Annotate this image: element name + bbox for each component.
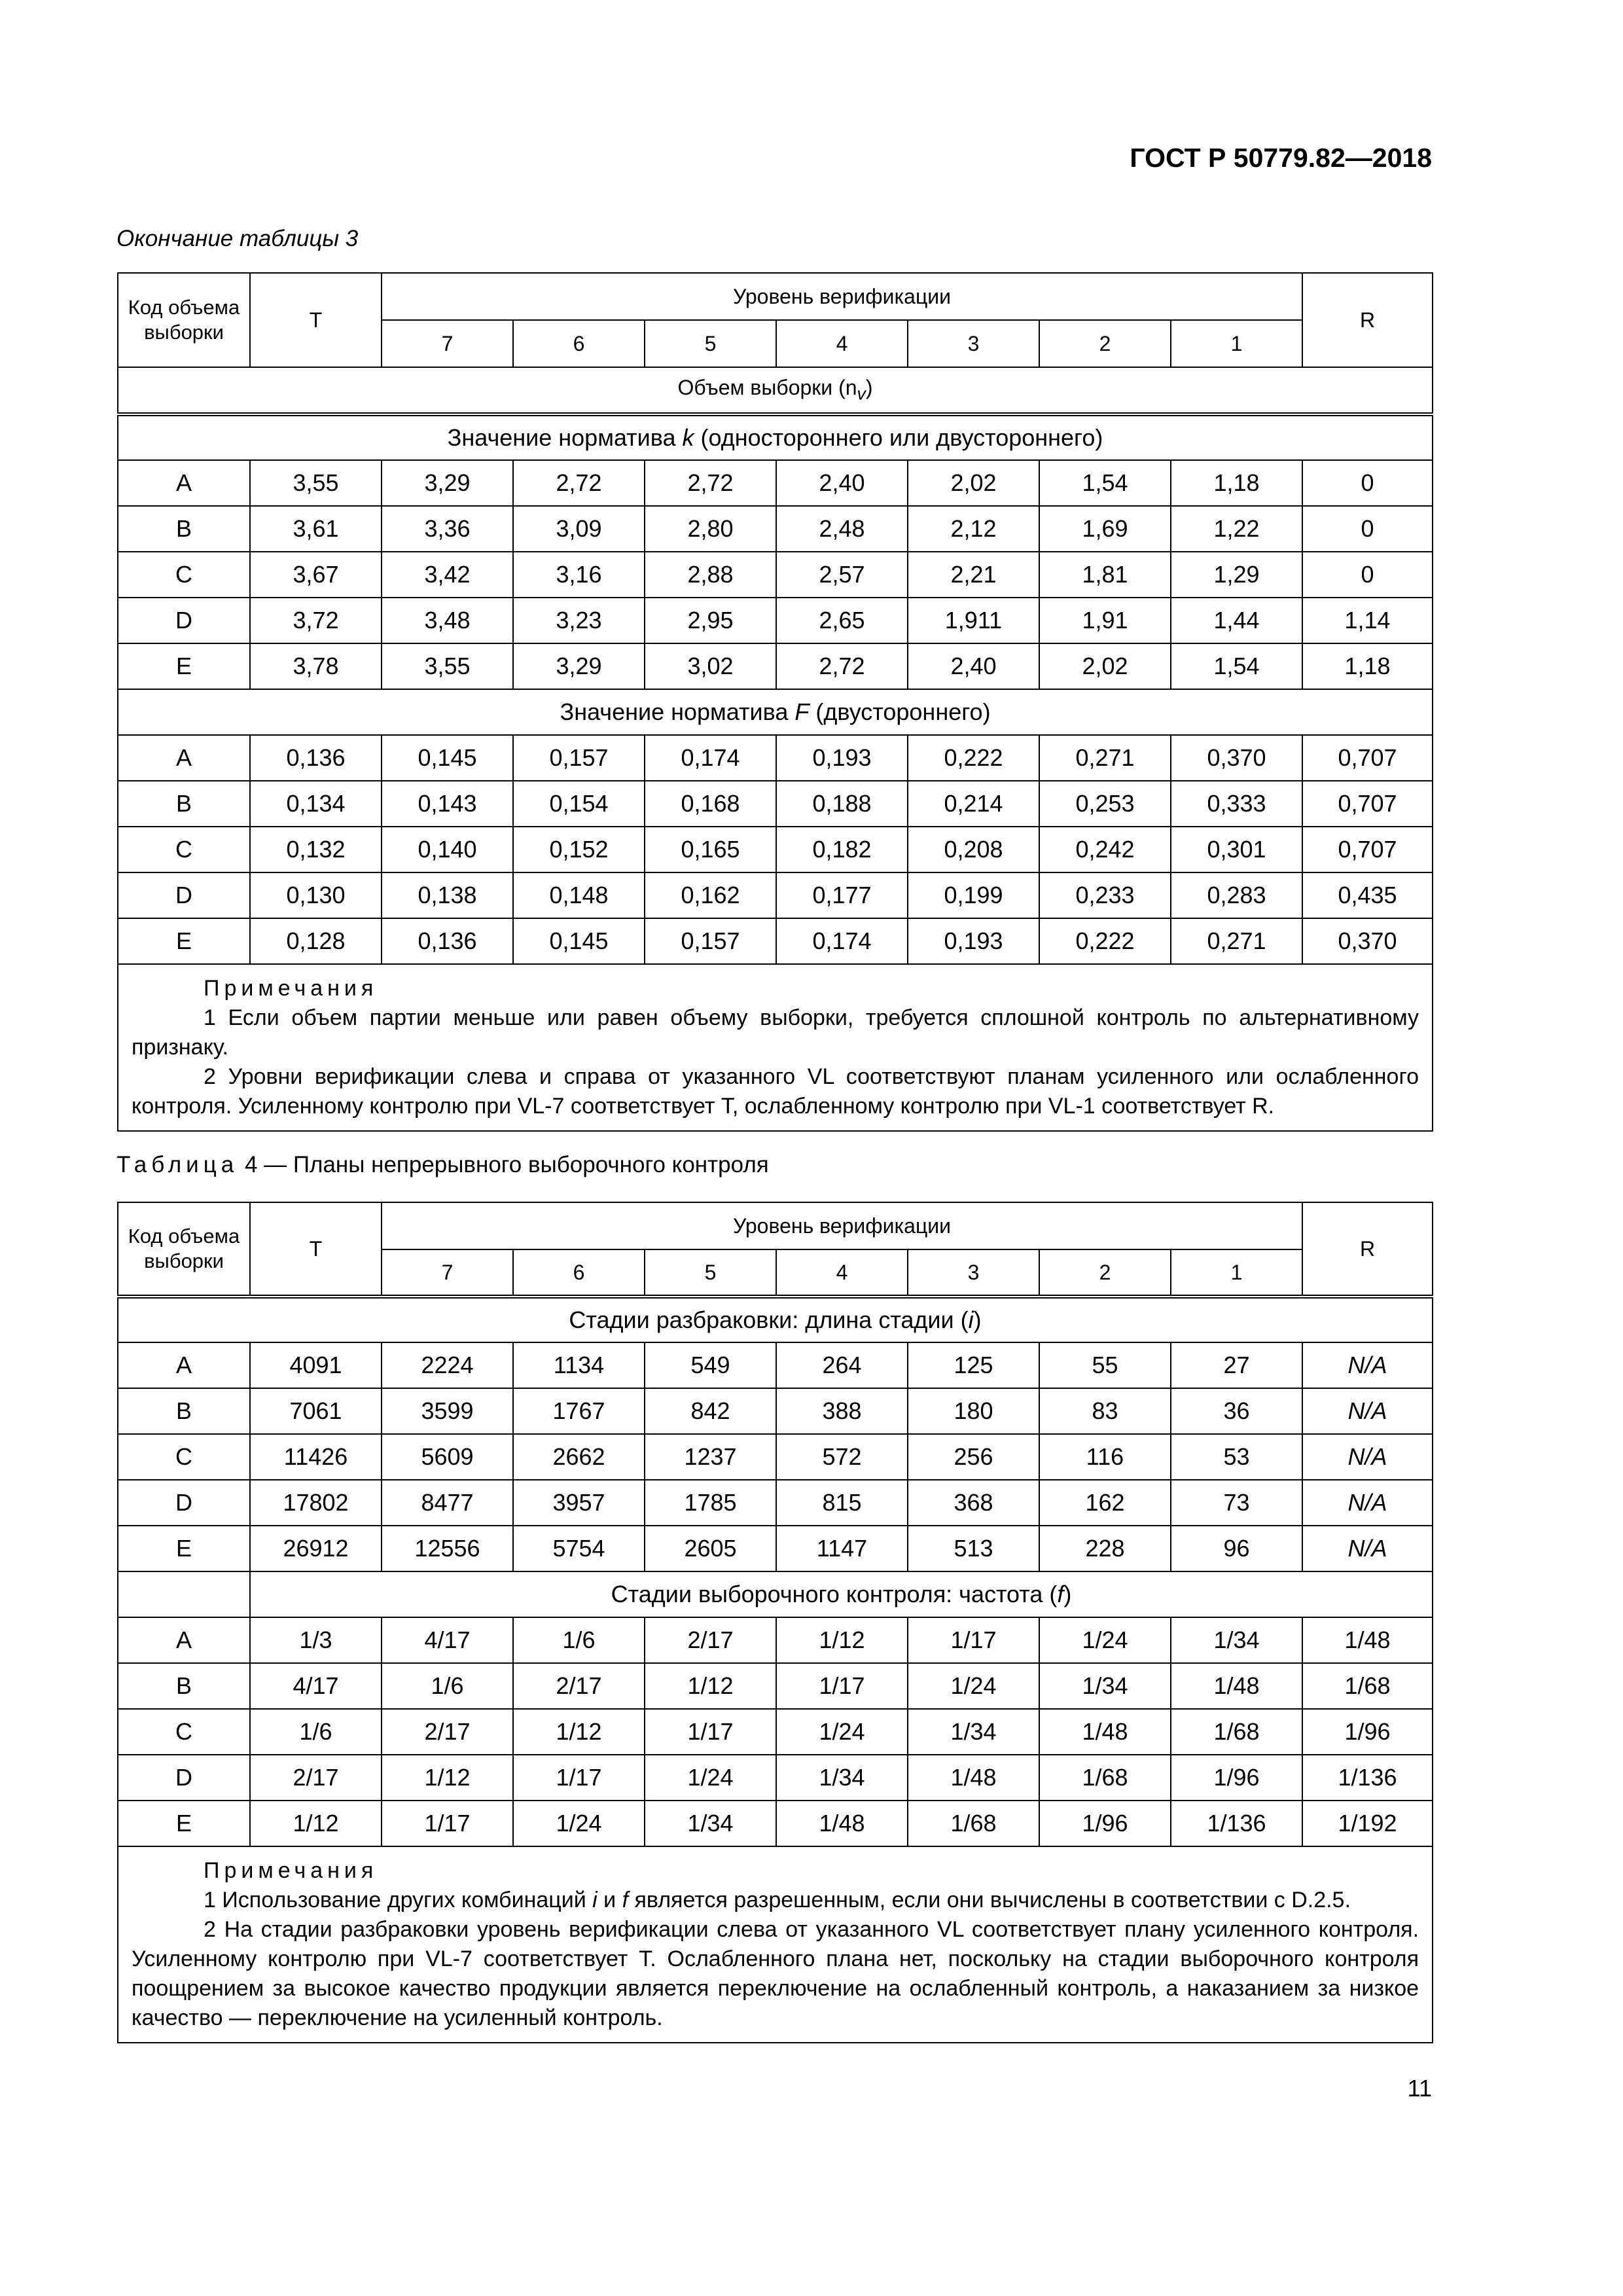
table3-notes: [118, 964, 1433, 1131]
value-cell: 0: [1302, 460, 1433, 506]
value-cell: 1,91: [1039, 598, 1171, 643]
value-cell: 1/48: [776, 1801, 908, 1846]
value-cell: 1/12: [513, 1709, 645, 1755]
table-row: [118, 552, 1433, 598]
note-2: 2 Уровни верификации слева и справа от указанного VL соответствуют планам усиленного или ослабленного контроля. Усиленному контролю при VL-7 соответствует T, ослабленному контролю при VL-1 соответствует R.: [132, 1064, 1419, 1119]
value-cell: 1/24: [645, 1755, 776, 1801]
value-cell: 11426: [250, 1434, 382, 1480]
table-row: [118, 598, 1433, 643]
value-cell: N/A: [1302, 1342, 1433, 1388]
value-cell: 55: [1039, 1342, 1171, 1388]
col-header-r: R: [1302, 1202, 1433, 1297]
value-cell: 1/12: [382, 1755, 513, 1801]
value-cell: 1,44: [1171, 598, 1302, 643]
value-cell: 3,16: [513, 552, 645, 598]
value-cell: 0,162: [645, 872, 776, 918]
value-cell: N/A: [1302, 1480, 1433, 1526]
value-cell: 1/24: [908, 1663, 1039, 1709]
value-cell: 1/34: [776, 1755, 908, 1801]
row-code-cell: B: [118, 1388, 250, 1434]
value-cell: 1/17: [382, 1801, 513, 1846]
table-row: [118, 643, 1433, 689]
row-code-cell: E: [118, 1526, 250, 1571]
value-cell: 2662: [513, 1434, 645, 1480]
value-cell: 1/17: [645, 1709, 776, 1755]
value-cell: 1,911: [908, 598, 1039, 643]
value-cell: 162: [1039, 1480, 1171, 1526]
value-cell: 2,72: [645, 460, 776, 506]
value-cell: 0: [1302, 552, 1433, 598]
value-cell: 2605: [645, 1526, 776, 1571]
value-cell: 5609: [382, 1434, 513, 1480]
value-cell: 2,95: [645, 598, 776, 643]
level-header: 7: [382, 1249, 513, 1297]
value-cell: 2/17: [513, 1663, 645, 1709]
table4-notes: [118, 1846, 1433, 2043]
value-cell: 0,136: [382, 918, 513, 964]
value-cell: 0,128: [250, 918, 382, 964]
value-cell: 0,242: [1039, 827, 1171, 872]
value-cell: 0,177: [776, 872, 908, 918]
value-cell: 1,69: [1039, 506, 1171, 552]
value-cell: 264: [776, 1342, 908, 1388]
value-cell: 0,136: [250, 735, 382, 781]
value-cell: 0,148: [513, 872, 645, 918]
value-cell: 125: [908, 1342, 1039, 1388]
value-cell: 0,154: [513, 781, 645, 827]
value-cell: 1/34: [1039, 1663, 1171, 1709]
value-cell: 26912: [250, 1526, 382, 1571]
value-cell: 1/6: [382, 1663, 513, 1709]
value-cell: 3,36: [382, 506, 513, 552]
value-cell: 1785: [645, 1480, 776, 1526]
value-cell: 1/3: [250, 1617, 382, 1663]
value-cell: 2/17: [645, 1617, 776, 1663]
value-cell: 3957: [513, 1480, 645, 1526]
value-cell: 2,21: [908, 552, 1039, 598]
value-cell: 1,14: [1302, 598, 1433, 643]
table-row: [118, 781, 1433, 827]
value-cell: 0,271: [1039, 735, 1171, 781]
sample-size-header: Объем выборки $(n_v)$: [118, 367, 1433, 414]
value-cell: 1/12: [250, 1801, 382, 1846]
value-cell: 0,168: [645, 781, 776, 827]
value-cell: 1,18: [1302, 643, 1433, 689]
row-code-cell: C: [118, 1434, 250, 1480]
value-cell: 2,88: [645, 552, 776, 598]
value-cell: 0,145: [513, 918, 645, 964]
value-cell: 1,81: [1039, 552, 1171, 598]
value-cell: 1/96: [1039, 1801, 1171, 1846]
row-code-cell: C: [118, 1709, 250, 1755]
value-cell: 2,57: [776, 552, 908, 598]
k-rows: [118, 460, 1433, 689]
col-header-r: R: [1302, 273, 1433, 367]
value-cell: 0,138: [382, 872, 513, 918]
value-cell: 4091: [250, 1342, 382, 1388]
note-2: 2 На стадии разбраковки уровень верификации слева от указанного VL соответствует плану усиленного контроля. Усиленному контролю при VL-7 соответствует T. Ослабленного плана нет, поскольку на стадии выборочного контроля поощрением за высокое качество продукции является переключение на ослабленный контроль, а наказанием за низкое качество — переключение на усиленный контроль.: [132, 1917, 1419, 2030]
page-number: 11: [1407, 2075, 1432, 2102]
value-cell: 2224: [382, 1342, 513, 1388]
section-f-header: Значение норматива F (двустороннего): [118, 689, 1433, 735]
value-cell: 572: [776, 1434, 908, 1480]
value-cell: 388: [776, 1388, 908, 1434]
value-cell: 1,22: [1171, 506, 1302, 552]
table-row: [118, 1663, 1433, 1709]
value-cell: 1/48: [908, 1755, 1039, 1801]
value-cell: 3,55: [382, 643, 513, 689]
table-row: [118, 1480, 1433, 1526]
value-cell: 0,208: [908, 827, 1039, 872]
value-cell: 1,54: [1171, 643, 1302, 689]
value-cell: 0,140: [382, 827, 513, 872]
value-cell: 1/48: [1302, 1617, 1433, 1663]
value-cell: 2/17: [382, 1709, 513, 1755]
value-cell: 1/34: [908, 1709, 1039, 1755]
value-cell: 1/136: [1302, 1755, 1433, 1801]
value-cell: 1/96: [1171, 1755, 1302, 1801]
value-cell: 1/68: [1302, 1663, 1433, 1709]
value-cell: 2,12: [908, 506, 1039, 552]
value-cell: 1,29: [1171, 552, 1302, 598]
table-row: [118, 1526, 1433, 1571]
row-code-cell: E: [118, 918, 250, 964]
row-code-cell: D: [118, 598, 250, 643]
table-row: [118, 1755, 1433, 1801]
value-cell: N/A: [1302, 1526, 1433, 1571]
note-1: 1 Если объем партии меньше или равен объему выборки, требуется сплошной контроль по альтернативному признаку.: [132, 1005, 1419, 1060]
value-cell: 1/48: [1039, 1709, 1171, 1755]
col-header-levels: Уровень верификации: [382, 273, 1302, 320]
table-row: [118, 1434, 1433, 1480]
freq-rows: [118, 1617, 1433, 1846]
value-cell: 2/17: [250, 1755, 382, 1801]
row-code-cell: E: [118, 1801, 250, 1846]
value-cell: 2,02: [908, 460, 1039, 506]
value-cell: 2,72: [513, 460, 645, 506]
value-cell: 96: [1171, 1526, 1302, 1571]
level-header: 1: [1171, 1249, 1302, 1297]
value-cell: 1/24: [776, 1709, 908, 1755]
value-cell: 3,48: [382, 598, 513, 643]
value-cell: 0,233: [1039, 872, 1171, 918]
value-cell: 549: [645, 1342, 776, 1388]
value-cell: 0,301: [1171, 827, 1302, 872]
value-cell: 0,222: [1039, 918, 1171, 964]
value-cell: 1,18: [1171, 460, 1302, 506]
table-row: [118, 1801, 1433, 1846]
note-1: 1 Использование других комбинаций i и f является разрешенным, если они вычислены в соответствии с D.2.5.: [204, 1888, 1351, 1912]
value-cell: 0,152: [513, 827, 645, 872]
value-cell: 2,48: [776, 506, 908, 552]
value-cell: 513: [908, 1526, 1039, 1571]
value-cell: 1147: [776, 1526, 908, 1571]
value-cell: 1/12: [645, 1663, 776, 1709]
f-rows: [118, 735, 1433, 964]
col-header-t: T: [250, 1202, 382, 1297]
value-cell: 1/12: [776, 1617, 908, 1663]
value-cell: 0,165: [645, 827, 776, 872]
section-i-header: Стадии разбраковки: длина стадии (i): [118, 1297, 1433, 1342]
value-cell: 1/6: [250, 1709, 382, 1755]
table-row: [118, 735, 1433, 781]
value-cell: 3,29: [382, 460, 513, 506]
col-header-levels: Уровень верификации: [382, 1202, 1302, 1249]
value-cell: 0,707: [1302, 781, 1433, 827]
section-freq-header: Стадии выборочного контроля: частота (f): [250, 1571, 1433, 1617]
col-header-code: Код объема выборки: [118, 273, 250, 367]
table-row: [118, 1388, 1433, 1434]
value-cell: 1/24: [1039, 1617, 1171, 1663]
value-cell: 0,222: [908, 735, 1039, 781]
row-code-cell: D: [118, 872, 250, 918]
table-row: [118, 506, 1433, 552]
value-cell: 3,29: [513, 643, 645, 689]
row-code-cell: A: [118, 1342, 250, 1388]
value-cell: 0,143: [382, 781, 513, 827]
table-4: [117, 1202, 1433, 2043]
row-code-cell: B: [118, 506, 250, 552]
value-cell: 2,40: [776, 460, 908, 506]
value-cell: 3599: [382, 1388, 513, 1434]
level-header: 5: [645, 320, 776, 367]
value-cell: 368: [908, 1480, 1039, 1526]
row-code-cell: D: [118, 1480, 250, 1526]
level-header: 7: [382, 320, 513, 367]
value-cell: 0,157: [513, 735, 645, 781]
table-row: [118, 827, 1433, 872]
value-cell: 0,283: [1171, 872, 1302, 918]
value-cell: 8477: [382, 1480, 513, 1526]
value-cell: 3,55: [250, 460, 382, 506]
value-cell: 0,370: [1302, 918, 1433, 964]
value-cell: 1237: [645, 1434, 776, 1480]
value-cell: 0,174: [645, 735, 776, 781]
value-cell: 2,72: [776, 643, 908, 689]
table-row: [118, 872, 1433, 918]
value-cell: 17802: [250, 1480, 382, 1526]
row-code-cell: A: [118, 460, 250, 506]
value-cell: N/A: [1302, 1388, 1433, 1434]
value-cell: N/A: [1302, 1434, 1433, 1480]
table-row: [118, 460, 1433, 506]
value-cell: 0,271: [1171, 918, 1302, 964]
value-cell: 1/34: [645, 1801, 776, 1846]
value-cell: 2,80: [645, 506, 776, 552]
level-header: 2: [1039, 1249, 1171, 1297]
empty-cell: [118, 1571, 250, 1617]
value-cell: 3,67: [250, 552, 382, 598]
level-header: 4: [776, 1249, 908, 1297]
table-row: [118, 1709, 1433, 1755]
row-code-cell: A: [118, 1617, 250, 1663]
value-cell: 0,370: [1171, 735, 1302, 781]
value-cell: 3,02: [645, 643, 776, 689]
value-cell: 0: [1302, 506, 1433, 552]
table4-caption: Таблица 4 — Планы непрерывного выборочного контроля: [116, 1152, 769, 1177]
value-cell: 4/17: [382, 1617, 513, 1663]
table-row: [118, 1342, 1433, 1388]
value-cell: 1/136: [1171, 1801, 1302, 1846]
value-cell: 0,193: [776, 735, 908, 781]
row-code-cell: C: [118, 827, 250, 872]
value-cell: 2,40: [908, 643, 1039, 689]
value-cell: 1/17: [513, 1755, 645, 1801]
value-cell: 83: [1039, 1388, 1171, 1434]
value-cell: 5754: [513, 1526, 645, 1571]
value-cell: 3,72: [250, 598, 382, 643]
value-cell: 1/24: [513, 1801, 645, 1846]
value-cell: 3,61: [250, 506, 382, 552]
section-k-header: Значение норматива k (одностороннего или двустороннего): [118, 414, 1433, 460]
row-code-cell: B: [118, 1663, 250, 1709]
value-cell: 228: [1039, 1526, 1171, 1571]
value-cell: 0,157: [645, 918, 776, 964]
row-code-cell: C: [118, 552, 250, 598]
document-code: ГОСТ Р 50779.82—2018: [1130, 143, 1432, 173]
value-cell: 1/96: [1302, 1709, 1433, 1755]
value-cell: 0,174: [776, 918, 908, 964]
value-cell: 0,707: [1302, 827, 1433, 872]
value-cell: 842: [645, 1388, 776, 1434]
value-cell: 0,333: [1171, 781, 1302, 827]
row-code-cell: D: [118, 1755, 250, 1801]
value-cell: 116: [1039, 1434, 1171, 1480]
level-header: 6: [513, 320, 645, 367]
value-cell: 4/17: [250, 1663, 382, 1709]
value-cell: 1/17: [776, 1663, 908, 1709]
value-cell: 0,214: [908, 781, 1039, 827]
level-header: 2: [1039, 320, 1171, 367]
value-cell: 2,65: [776, 598, 908, 643]
value-cell: 0,199: [908, 872, 1039, 918]
value-cell: 1/48: [1171, 1663, 1302, 1709]
value-cell: 0,134: [250, 781, 382, 827]
value-cell: 53: [1171, 1434, 1302, 1480]
value-cell: 3,78: [250, 643, 382, 689]
value-cell: 27: [1171, 1342, 1302, 1388]
table-3: [117, 272, 1433, 1132]
value-cell: 1/68: [1171, 1709, 1302, 1755]
value-cell: 0,132: [250, 827, 382, 872]
value-cell: 0,182: [776, 827, 908, 872]
value-cell: 0,193: [908, 918, 1039, 964]
value-cell: 0,707: [1302, 735, 1433, 781]
value-cell: 0,253: [1039, 781, 1171, 827]
level-header: 4: [776, 320, 908, 367]
value-cell: 1,54: [1039, 460, 1171, 506]
table-row: [118, 1617, 1433, 1663]
value-cell: 0,145: [382, 735, 513, 781]
level-header: 3: [908, 320, 1039, 367]
value-cell: 1767: [513, 1388, 645, 1434]
notes-title: Примечания: [204, 976, 378, 1001]
value-cell: 73: [1171, 1480, 1302, 1526]
level-header: 6: [513, 1249, 645, 1297]
value-cell: 815: [776, 1480, 908, 1526]
value-cell: 180: [908, 1388, 1039, 1434]
col-header-code: Код объема выборки: [118, 1202, 250, 1297]
value-cell: 12556: [382, 1526, 513, 1571]
value-cell: 0,435: [1302, 872, 1433, 918]
row-code-cell: B: [118, 781, 250, 827]
row-code-cell: E: [118, 643, 250, 689]
value-cell: 36: [1171, 1388, 1302, 1434]
value-cell: 256: [908, 1434, 1039, 1480]
value-cell: 0,130: [250, 872, 382, 918]
notes-title: Примечания: [204, 1858, 378, 1883]
table3-caption: Окончание таблицы 3: [116, 226, 359, 251]
value-cell: 1/68: [908, 1801, 1039, 1846]
value-cell: 3,09: [513, 506, 645, 552]
table-row: [118, 918, 1433, 964]
value-cell: 1/68: [1039, 1755, 1171, 1801]
level-header: 3: [908, 1249, 1039, 1297]
value-cell: 0,188: [776, 781, 908, 827]
value-cell: 1/17: [908, 1617, 1039, 1663]
value-cell: 2,02: [1039, 643, 1171, 689]
value-cell: 1/6: [513, 1617, 645, 1663]
i-rows: [118, 1342, 1433, 1571]
row-code-cell: A: [118, 735, 250, 781]
col-header-t: T: [250, 273, 382, 367]
value-cell: 1/192: [1302, 1801, 1433, 1846]
level-header: 1: [1171, 320, 1302, 367]
value-cell: 3,23: [513, 598, 645, 643]
value-cell: 1/34: [1171, 1617, 1302, 1663]
value-cell: 3,42: [382, 552, 513, 598]
value-cell: 7061: [250, 1388, 382, 1434]
level-header: 5: [645, 1249, 776, 1297]
value-cell: 1134: [513, 1342, 645, 1388]
